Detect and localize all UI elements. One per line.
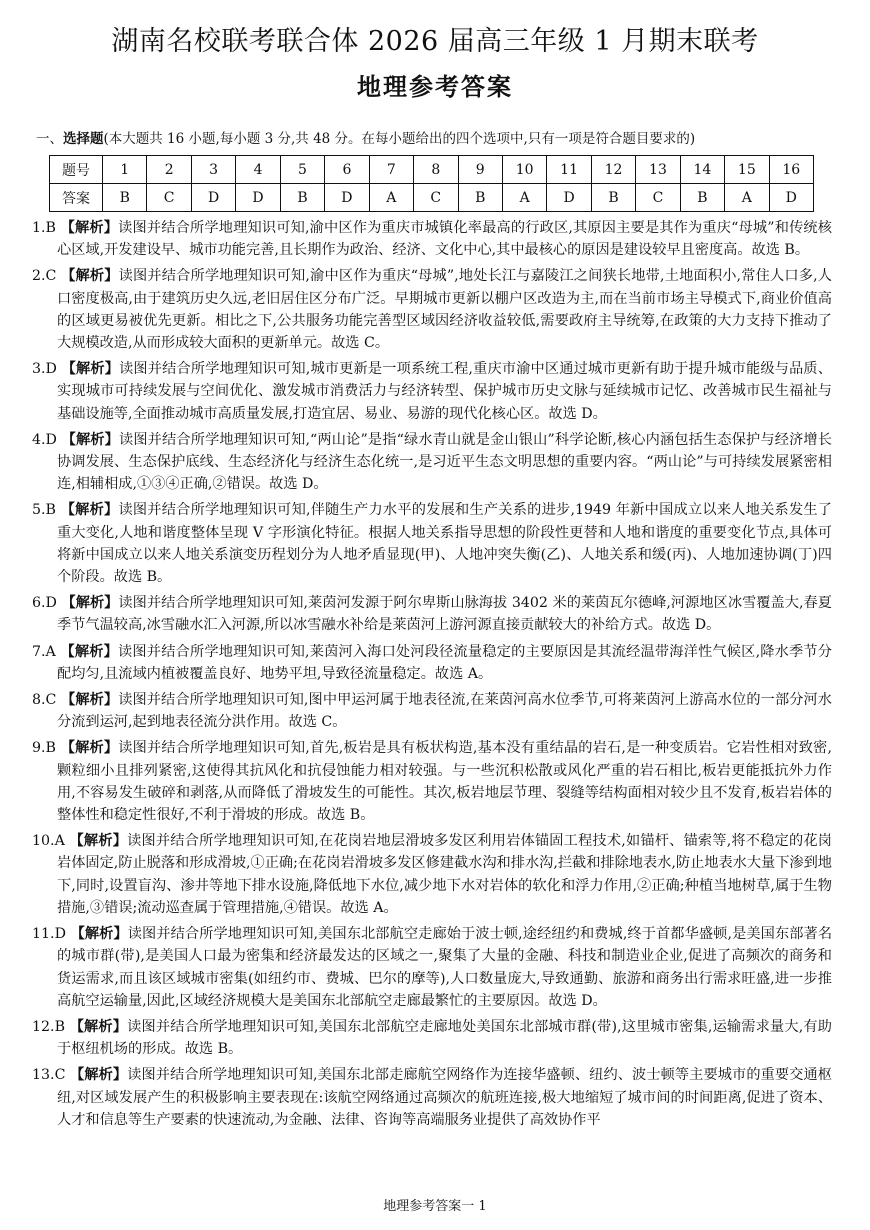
analysis-tag: 【解析】 [61,268,119,285]
answer-table [49,155,814,212]
analysis-tag: 【解析】 [60,220,119,236]
question-number-cell: 3 [191,156,235,184]
section-heading [36,129,856,149]
explanation-item [32,641,832,685]
page-footer: 地理参考答案一 1 [383,1199,487,1214]
question-number-cell: 16 [769,156,813,184]
answer-cell: C [636,184,680,212]
question-number-cell: 11 [547,156,591,184]
question-answer-label: 13.C [32,1067,66,1084]
question-answer-label: 8.C [32,692,57,709]
explanation-item [32,429,832,496]
explanation-text: 读图并结合所学地理知识可知,“两山论”是指“绿水青山就是金山银山”科学论断,核心内涵包括生态保护与经济增长协调发展、生态保护底线、生态经济化与经济生态化统一,是习近平生态文明思想的重要内容。“两山论”与可持续发展紧密相连,相辅相成,①③④正确,②错误。故选 D。 [57,431,832,493]
question-answer-label: 4.D [32,431,57,448]
analysis-tag: 【解析】 [60,740,119,757]
question-answer-label: 12.B [32,1018,65,1035]
explanation-text: 读图并结合所学地理知识可知,美国东北部航空走廊始于波士顿,途经纽约和费城,终于首都华盛顿,是美国东部著名的城市群(带),是美国人口最为密集和经济最发达的区域之一,聚集了大量的金融、科技和制造业企业,促进了高频次的商务和货运需求,而且该区域城市密集(如纽约市、费城、巴尔的摩等),人口数量庞大,导致通勤、旅游和商务出行需求旺盛,进一步推高航空运输量,因此,区域经济规模大是美国东北部航空走廊最繁忙的主要原因。故选 D。 [57,926,833,1009]
explanation-text: 读图并结合所学地理知识可知,渝中区作为重庆“母城”,地处长江与嘉陵江之间狭长地带,土地面积小,常住人口多,人口密度极高,由于建筑历史久远,老旧居住区分布广泛。早期城市更新以棚户区改造为主,而在当前市场主导模式下,商业价值高的区域更易被优先更新。相比之下,公共服务功能完善型区域因经济收益较低,需要政府主导统筹,在政策的大力支持下推动了大规模改造,从而形成较大面积的更新单元。故选 C。 [57,268,832,352]
question-answer-label: 2.C [32,268,57,285]
question-number-cell: 2 [147,156,191,184]
analysis-tag: 【解析】 [61,595,119,612]
answer-cell: B [103,184,147,212]
analysis-tag: 【解析】 [69,833,128,850]
answer-cell: A [502,184,546,212]
answer-cell: D [236,184,280,212]
question-answer-label: 3.D [32,361,57,378]
question-number-cell: 13 [636,156,680,184]
row-label-answer: 答案 [50,184,103,212]
question-answer-label: 10.A [32,833,65,850]
explanation-item [32,1016,832,1060]
answer-cell: D [547,184,591,212]
answer-cell: A [369,184,413,212]
explanation-item [32,689,832,733]
analysis-tag: 【解析】 [70,1067,128,1084]
question-number-cell: 5 [280,156,324,184]
explanation-text: 读图并结合所学地理知识可知,在花岗岩地层滑坡多发区利用岩体锚固工程技术,如锚杆、锚索等,将不稳定的花岗岩体固定,防止脱落和形成滑坡,①正确;在花岗岩滑坡多发区修建截水沟和排水沟,拦截和排除地表水,防止地表水大量下渗到地下,同时,设置盲沟、渗井等地下排水设施,降低地下水位,减少地下水对岩体的软化和浮力作用,②正确;种植当地树草,属于生物措施,③错误;流动巡查属于管理措施,④错误。故选 A。 [57,833,832,916]
answer-cell: D [191,184,235,212]
explanation-text: 读图并结合所学地理知识可知,美国东北部走廊航空网络作为连接华盛顿、纽约、波士顿等主要城市的重要交通枢纽,对区域发展产生的积极影响主要表现在:该航空网络通过高频次的航班连接,极大地缩短了城市间的时间距离,促进了资本、人才和信息等生产要素的快速流动,为金融、法律、咨询等高端服务业提供了高效协作平 [57,1067,832,1128]
answer-cell: D [325,184,369,212]
explanation-item [32,592,832,636]
question-answer-label: 7.A [32,643,56,660]
explanation-item [32,217,832,261]
answer-cell: C [147,184,191,212]
explanation-item [32,1064,832,1131]
question-number-cell: 7 [369,156,413,184]
explanation-list [32,217,832,1135]
analysis-tag: 【解析】 [61,361,120,378]
question-answer-label: 6.D [32,595,57,612]
explanation-item [32,737,832,826]
answer-cell: B [280,184,324,212]
explanation-item [32,830,832,919]
question-number-cell: 4 [236,156,280,184]
analysis-tag: 【解析】 [60,502,119,519]
exam-title: 湖南名校联考联合体 2026 届高三年级 1 月期末联考 [111,26,759,57]
question-number-cell: 8 [414,156,458,184]
section-name: 选择题 [63,131,104,147]
question-number-cell: 15 [725,156,769,184]
question-number-row [50,156,814,184]
analysis-tag: 【解析】 [61,692,119,709]
question-answer-label: 11.D [32,926,66,943]
explanation-item [32,499,832,588]
answer-cell: C [414,184,458,212]
row-label-number: 题号 [50,156,103,184]
document-subtitle: 地理参考答案 [357,72,513,101]
question-number-cell: 12 [591,156,635,184]
question-answer-label: 9.B [32,740,56,757]
question-number-cell: 14 [680,156,724,184]
explanation-item [32,358,832,425]
explanation-text: 读图并结合所学地理知识可知,渝中区作为重庆市城镇化率最高的行政区,其原因主要是其作为重庆“母城”和传统核心区域,开发建设早、城市功能完善,且长期作为政治、经济、文化中心,其中最核心的原因是建设较早且密度高。故选 B。 [57,220,832,259]
analysis-tag: 【解析】 [60,643,119,660]
explanation-item [32,265,832,354]
answer-cell: A [725,184,769,212]
explanation-text: 读图并结合所学地理知识可知,美国东北部航空走廊地处美国东北部城市群(带),这里城市密集,运输需求量大,有助于枢纽机场的形成。故选 B。 [57,1018,832,1058]
question-number-cell: 1 [103,156,147,184]
section-number: 一、 [36,131,63,147]
analysis-tag: 【解析】 [69,1018,128,1035]
question-number-cell: 6 [325,156,369,184]
analysis-tag: 【解析】 [70,926,128,943]
answer-cell: D [769,184,813,212]
question-number-cell: 9 [458,156,502,184]
question-answer-label: 1.B [32,220,56,236]
explanation-text: 读图并结合所学地理知识可知,伴随生产力水平的发展和生产关系的进步,1949 年新中国成立以来人地关系发生了重大变化,人地和谐度整体呈现 V 字形演化特征。根据人地关系指导思想的阶段性更替和人地和谐度的重要变化节点,具体可将新中国成立以来人地关系演变历程划分为人地矛盾显现(甲)、人地冲突失衡(乙)、人地关系和缓(丙)、人地加速协调(丁)四个阶段。故选 B。 [57,502,832,586]
explanation-item [32,923,832,1012]
question-answer-label: 5.B [32,502,56,519]
explanation-text: 读图并结合所学地理知识可知,莱茵河入海口处河段径流量稳定的主要原因是其流经温带海洋性气候区,降水季节分配均匀,且流域内植被覆盖良好、地势平坦,导致径流量稳定。故选 A。 [57,643,832,682]
explanation-text: 读图并结合所学地理知识可知,首先,板岩是具有板状构造,基本没有重结晶的岩石,是一种变质岩。它岩性相对致密,颗粒细小且排列紧密,这使得其抗风化和抗侵蚀能力相对较强。与一些沉积松散或风化严重的岩石相比,板岩更能抵抗外力作用,不容易发生破碎和剥落,从而降低了滑坡发生的可能性。其次,板岩地层节理、裂缝等结构面相对较少且不发育,板岩岩体的整体性和稳定性很好,不利于滑坡的形成。故选 B。 [57,740,832,824]
explanation-text: 读图并结合所学地理知识可知,莱茵河发源于阿尔卑斯山脉海拔 3402 米的莱茵瓦尔德峰,河源地区冰雪覆盖大,春夏季节气温较高,冰雪融水汇入河源,所以冰雪融水补给是莱茵河上游河源直接贡献较大的补给方式。故选 D。 [57,595,832,634]
explanation-text: 读图并结合所学地理知识可知,图中甲运河属于地表径流,在莱茵河高水位季节,可将莱茵河上游高水位的一部分河水分流到运河,起到地表径流分洪作用。故选 C。 [57,692,832,731]
answer-row [50,184,814,212]
answer-cell: B [458,184,502,212]
question-number-cell: 10 [502,156,546,184]
answer-cell: B [680,184,724,212]
answer-cell: B [591,184,635,212]
section-note: (本大题共 16 小题,每小题 3 分,共 48 分。在每小题给出的四个选项中,只有一项是符合题目要求的) [103,131,696,147]
analysis-tag: 【解析】 [61,431,119,448]
explanation-text: 读图并结合所学地理知识可知,城市更新是一项系统工程,重庆市渝中区通过城市更新有助于提升城市能级与品质、实现城市可持续发展与空间优化、激发城市消费活力与经济转型、保护城市历史文脉与延续城市记忆、改善城市民生福祉与基础设施等,全面推动城市高质量发展,打造宜居、易业、易游的现代化核心区。故选 D。 [57,361,832,422]
